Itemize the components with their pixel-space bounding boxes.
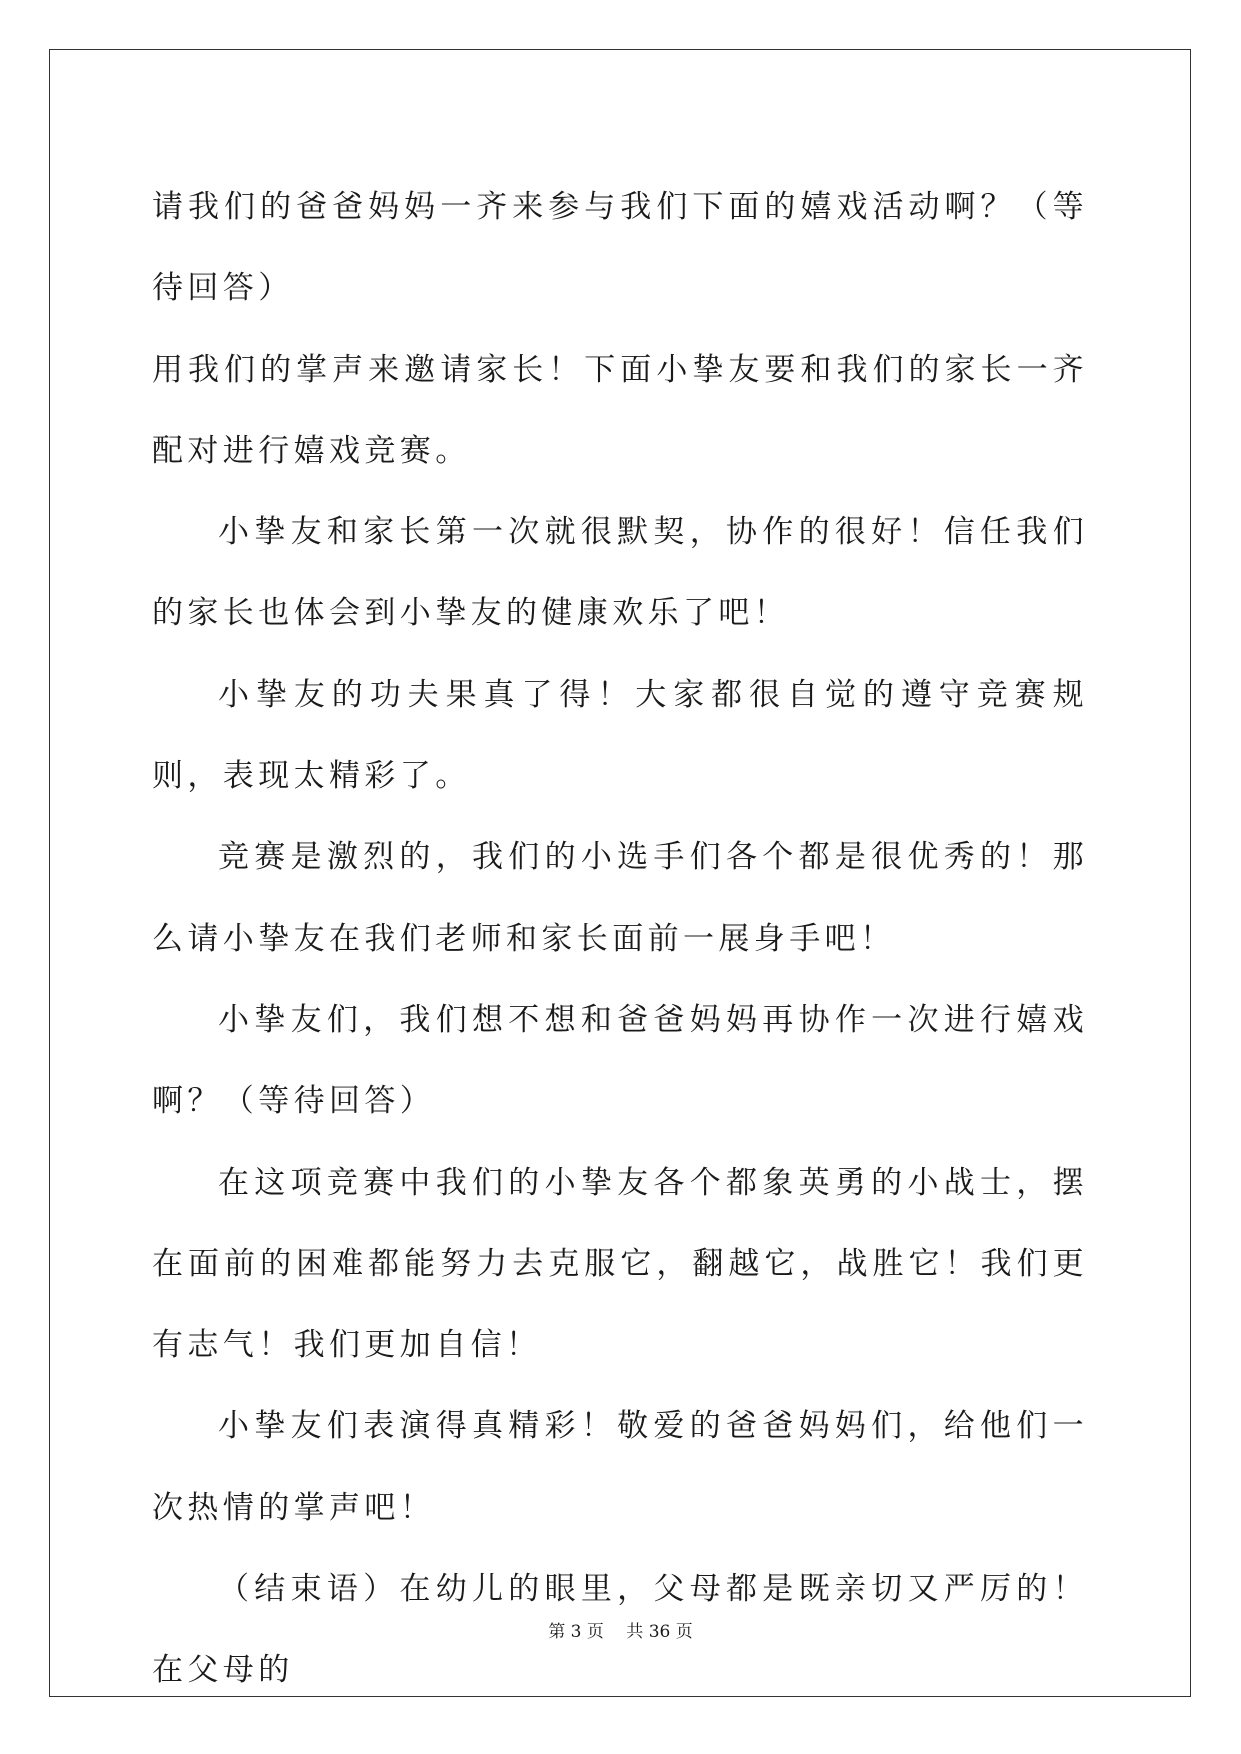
paragraph-3: 小挚友和家长第一次就很默契，协作的很好！信任我们的家长也体会到小挚友的健康欢乐了吧！ bbox=[152, 514, 1088, 632]
paragraph-8: 小挚友们表演得真精彩！敬爱的爸爸妈妈们，给他们一次热情的掌声吧！ bbox=[152, 1408, 1088, 1526]
paragraph-6: 小挚友们，我们想不想和爸爸妈妈再协作一次进行嬉戏啊？（等待回答） bbox=[152, 1001, 1088, 1120]
paragraph-9: （结束语）在幼儿的眼里，父母都是既亲切又严厉的！在父母的 bbox=[152, 1571, 1088, 1689]
paragraph-2: 用我们的掌声来邀请家长！下面小挚友要和我们的家长一齐配对进行嬉戏竞赛。 bbox=[152, 351, 1088, 469]
document-body bbox=[152, 167, 1088, 1712]
page-number-footer: 第 3 页 共 36 页 bbox=[548, 1622, 693, 1642]
paragraph-5: 竞赛是激烈的，我们的小选手们各个都是很优秀的！那么请小挚友在我们老师和家长面前一展身手吧！ bbox=[152, 839, 1088, 957]
paragraph-4: 小挚友的功夫果真了得！大家都很自觉的遵守竞赛规则，表现太精彩了。 bbox=[152, 676, 1088, 795]
paragraph-1: 请我们的爸爸妈妈一齐来参与我们下面的嬉戏活动啊？（等待回答） bbox=[152, 189, 1088, 307]
paragraph-7: 在这项竞赛中我们的小挚友各个都象英勇的小战士，摆在面前的困难都能努力去克服它，翻越它，战胜它！我们更有志气！我们更加自信！ bbox=[152, 1164, 1088, 1364]
